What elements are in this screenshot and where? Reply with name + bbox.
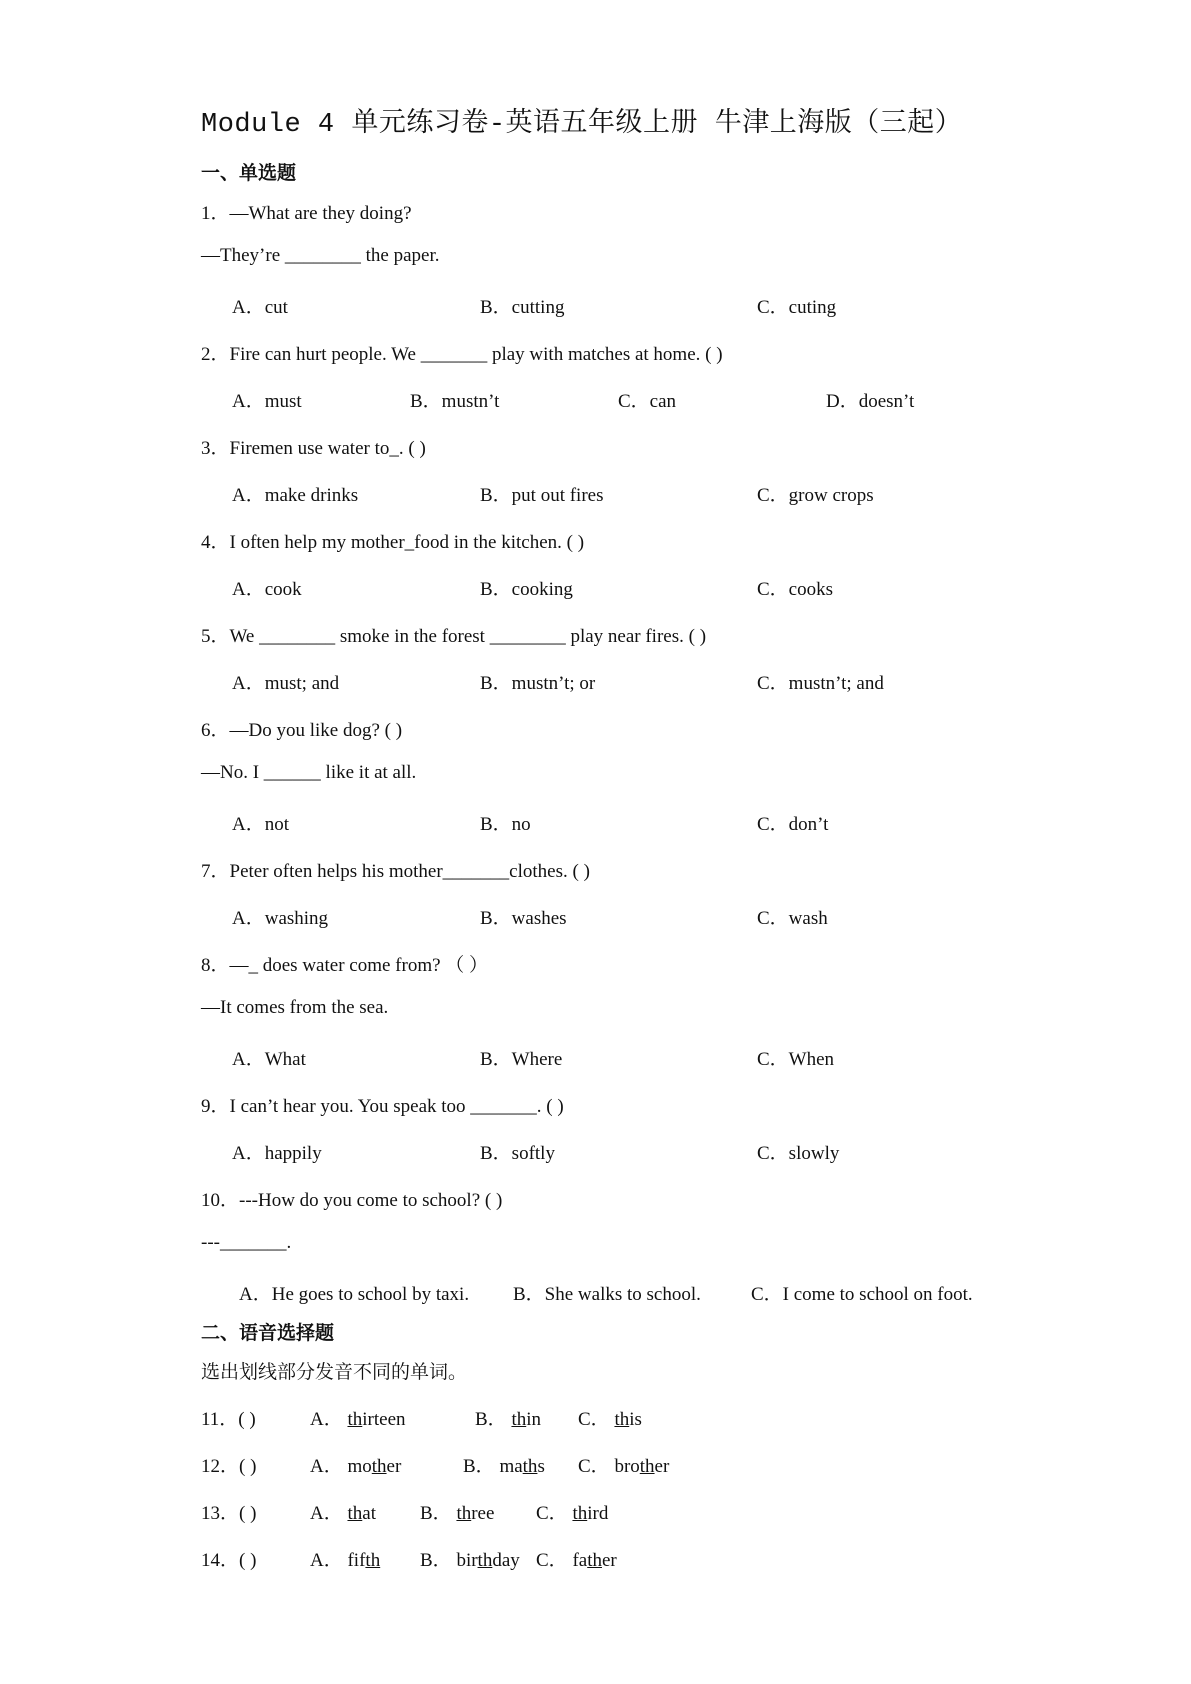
question-7-option-a[interactable]: A．washing xyxy=(232,908,329,929)
question-13-option-a[interactable]: A． that xyxy=(310,1503,376,1524)
question-6-option-c[interactable]: C．don’t xyxy=(757,814,829,835)
question-7-option-b[interactable]: B．washes xyxy=(480,908,567,929)
question-13-number: 13．( ) xyxy=(201,1503,257,1524)
question-2-option-a[interactable]: A．must xyxy=(232,391,302,412)
question-13-option-c[interactable]: C． third xyxy=(536,1503,609,1524)
question-1-option-a[interactable]: A．cut xyxy=(232,297,288,318)
question-9-option-a[interactable]: A．happily xyxy=(232,1143,322,1164)
question-2-option-b[interactable]: B．mustn’t xyxy=(410,391,500,412)
question-4-option-b[interactable]: B．cooking xyxy=(480,579,573,600)
question-4-line-1: 4．I often help my mother_food in the kitchen. ( ) xyxy=(201,532,585,553)
question-9-option-c[interactable]: C．slowly xyxy=(757,1143,840,1164)
question-6-option-b[interactable]: B．no xyxy=(480,814,531,835)
question-12-number: 12．( ) xyxy=(201,1456,257,1477)
question-2-option-c[interactable]: C．can xyxy=(618,391,677,412)
question-5-option-b[interactable]: B．mustn’t; or xyxy=(480,673,596,694)
question-9-line-1: 9．I can’t hear you. You speak too _______. ( ) xyxy=(201,1096,564,1117)
question-11-number: 11．( ) xyxy=(201,1409,256,1430)
question-1-option-c[interactable]: C．cuting xyxy=(757,297,837,318)
question-14-option-c[interactable]: C． father xyxy=(536,1550,617,1571)
question-14-option-b[interactable]: B． birthday xyxy=(420,1550,520,1571)
question-11-option-c[interactable]: C． this xyxy=(578,1409,642,1430)
question-14-number: 14．( ) xyxy=(201,1550,257,1571)
question-12-option-a[interactable]: A． mother xyxy=(310,1456,402,1477)
question-14-option-a[interactable]: A． fifth xyxy=(310,1550,381,1571)
question-1-line-1: 1．—What are they doing? xyxy=(201,203,412,224)
question-1-line-2: —They’re ________ the paper. xyxy=(201,245,440,266)
section-heading-single-choice: 一、单选题 xyxy=(201,162,297,184)
page-title: Module 4 单元练习卷-英语五年级上册 牛津上海版（三起） xyxy=(201,110,963,140)
question-3-option-c[interactable]: C．grow crops xyxy=(757,485,874,506)
question-11-option-b[interactable]: B． thin xyxy=(475,1409,541,1430)
question-8-option-b[interactable]: B．Where xyxy=(480,1049,563,1070)
question-8-line-2: —It comes from the sea. xyxy=(201,997,389,1018)
question-7-line-1: 7．Peter often helps his mother_______clothes. ( ) xyxy=(201,861,590,882)
question-3-option-b[interactable]: B．put out fires xyxy=(480,485,604,506)
question-6-option-a[interactable]: A．not xyxy=(232,814,290,835)
question-7-option-c[interactable]: C．wash xyxy=(757,908,828,929)
question-12-option-c[interactable]: C． brother xyxy=(578,1456,670,1477)
question-6-line-2: —No. I ______ like it at all. xyxy=(201,762,417,783)
question-2-option-d[interactable]: D．doesn’t xyxy=(826,391,915,412)
question-3-option-a[interactable]: A．make drinks xyxy=(232,485,359,506)
question-5-line-1: 5．We ________ smoke in the forest ________ play near fires. ( ) xyxy=(201,626,707,647)
question-11-option-a[interactable]: A． thirteen xyxy=(310,1409,406,1430)
question-8-line-1: 8．—_ does water come from? （ ） xyxy=(201,955,489,976)
question-10-line-2: ---_______. xyxy=(201,1232,292,1253)
question-5-option-c[interactable]: C．mustn’t; and xyxy=(757,673,884,694)
question-8-option-a[interactable]: A．What xyxy=(232,1049,306,1070)
section-heading-phonics: 二、语音选择题 xyxy=(201,1322,335,1344)
question-6-line-1: 6．—Do you like dog? ( ) xyxy=(201,720,403,741)
question-10-line-1: 10．---How do you come to school? ( ) xyxy=(201,1190,503,1211)
question-5-option-a[interactable]: A．must; and xyxy=(232,673,340,694)
section-instruction: 选出划线部分发音不同的单词。 xyxy=(201,1361,468,1383)
question-13-option-b[interactable]: B． three xyxy=(420,1503,495,1524)
question-12-option-b[interactable]: B． maths xyxy=(463,1456,545,1477)
question-10-option-b[interactable]: B．She walks to school. xyxy=(513,1284,701,1305)
question-3-line-1: 3．Firemen use water to_. ( ) xyxy=(201,438,426,459)
question-2-line-1: 2．Fire can hurt people. We _______ play with matches at home. ( ) xyxy=(201,344,723,365)
question-4-option-a[interactable]: A．cook xyxy=(232,579,302,600)
question-10-option-c[interactable]: C．I come to school on foot. xyxy=(751,1284,973,1305)
question-1-option-b[interactable]: B．cutting xyxy=(480,297,565,318)
question-4-option-c[interactable]: C．cooks xyxy=(757,579,834,600)
question-9-option-b[interactable]: B．softly xyxy=(480,1143,555,1164)
question-8-option-c[interactable]: C．When xyxy=(757,1049,835,1070)
question-10-option-a[interactable]: A．He goes to school by taxi. xyxy=(239,1284,470,1305)
